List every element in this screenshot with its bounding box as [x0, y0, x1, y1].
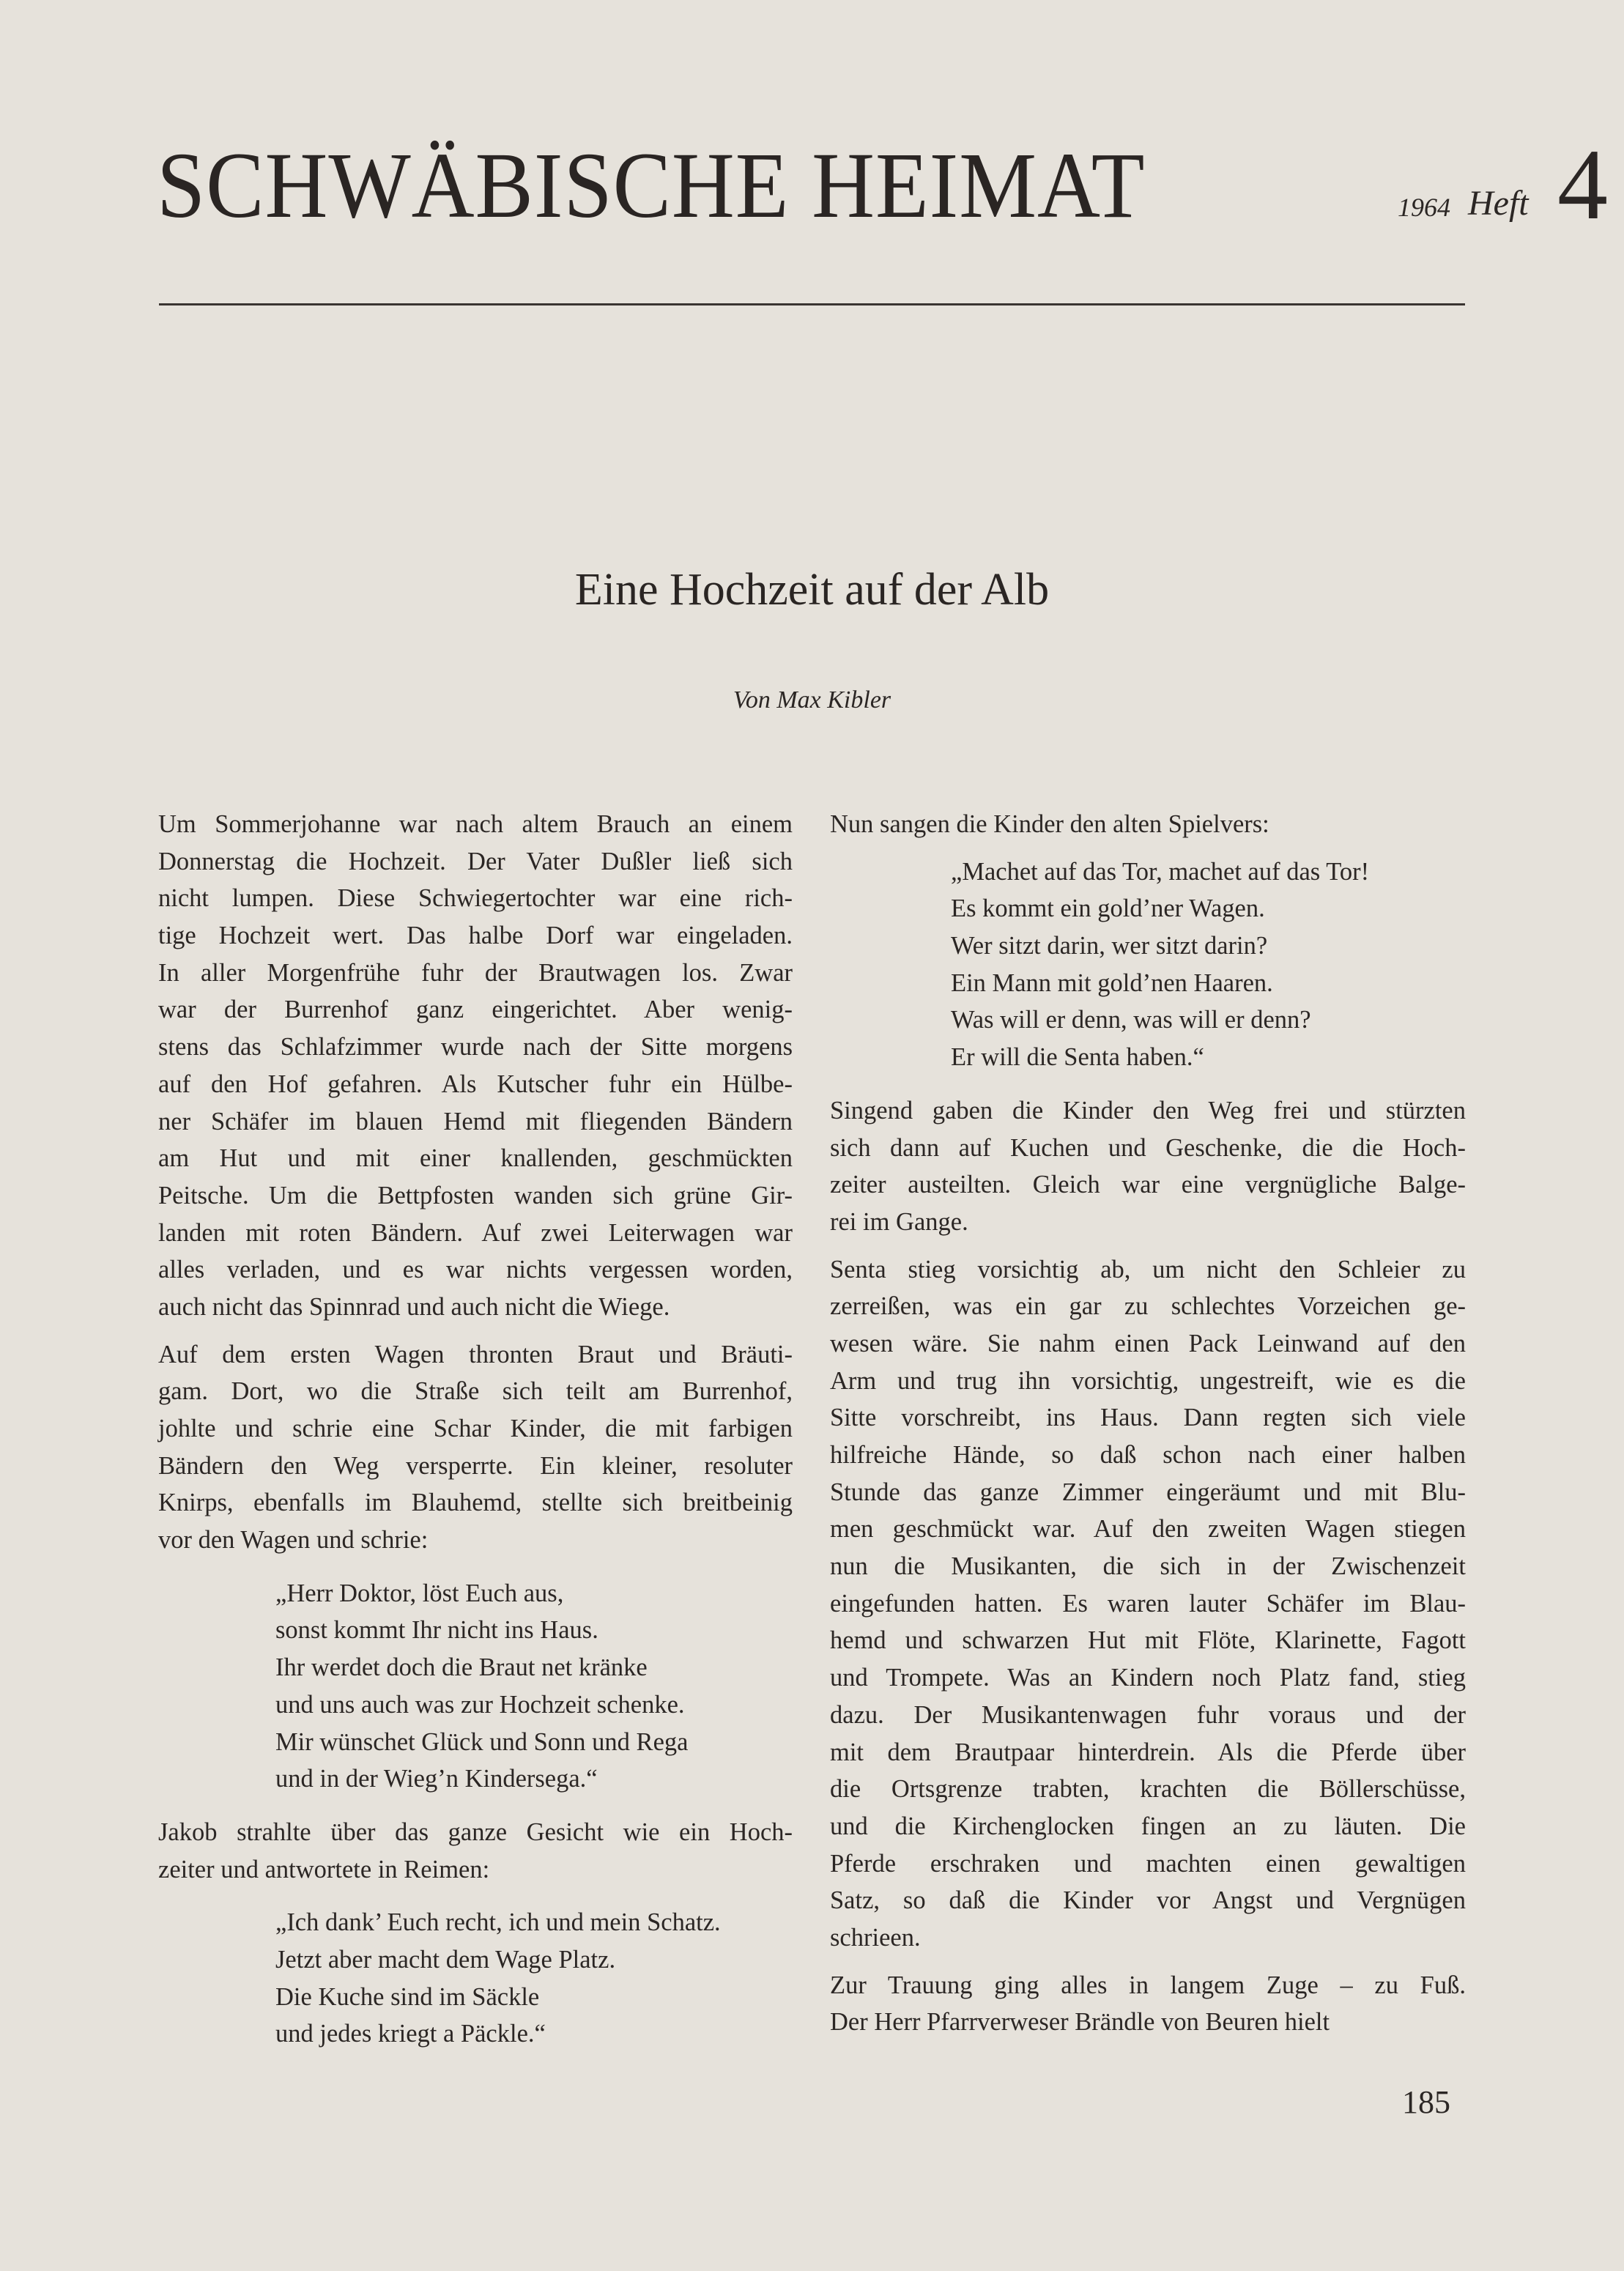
text-line: Bändern den Weg versperrte. Ein kleiner, resoluter	[158, 1451, 793, 1480]
paragraph	[830, 1967, 1466, 2041]
text-line: Senta stieg vorsichtig ab, um nicht den Schleier zu	[830, 1255, 1466, 1283]
right-column	[830, 806, 1466, 2041]
text-line: und Trompete. Was an Kindern noch Platz fand, stieg	[830, 1664, 1466, 1692]
masthead	[157, 128, 1608, 240]
text-line: Es kommt ein gold’ner Wagen.	[951, 894, 1265, 923]
text-line: und in der Wieg’n Kindersega.“	[275, 1765, 598, 1793]
text-line: „Herr Doktor, löst Euch aus,	[275, 1579, 564, 1607]
text-line: Pferde erschraken und machten einen gewaltigen	[830, 1849, 1466, 1878]
issue-number: 4	[1557, 128, 1608, 240]
text-line: Singend gaben die Kinder den Weg frei und stürzten	[830, 1096, 1466, 1125]
verse	[158, 1904, 793, 2053]
text-line: schrieen.	[830, 1923, 921, 1952]
text-line: ner Schäfer im blauen Hemd mit fliegenden Bändern	[158, 1107, 793, 1136]
text-line: zeiter austeilten. Gleich war eine vergnügliche Balge-	[830, 1171, 1466, 1199]
text-line: auf den Hof gefahren. Als Kutscher fuhr ein Hülbe-	[158, 1070, 793, 1098]
text-line: sich dann auf Kuchen und Geschenke, die die Hoch-	[830, 1133, 1466, 1162]
issue-year: 1964	[1398, 193, 1450, 222]
text-line: wesen wäre. Sie nahm einen Pack Leinwand auf den	[830, 1329, 1466, 1357]
paragraph	[158, 1336, 793, 1559]
text-line: Satz, so daß die Kinder vor Angst und Vergnügen	[830, 1886, 1466, 1915]
text-line: Mir wünschet Glück und Sonn und Rega	[275, 1727, 689, 1756]
paragraph	[830, 806, 1466, 843]
text-line: nicht lumpen. Diese Schwiegertochter war eine rich-	[158, 884, 793, 913]
verse	[158, 1575, 793, 1798]
text-line: Auf dem ersten Wagen thronten Braut und Bräuti-	[158, 1340, 793, 1368]
text-line: Um Sommerjohanne war nach altem Brauch an einem	[158, 810, 793, 838]
page-number: 185	[1402, 2084, 1450, 2120]
text-line: men geschmückt war. Auf den zweiten Wagen stiegen	[830, 1515, 1466, 1544]
text-line: Peitsche. Um die Bettpfosten wanden sich grüne Gir-	[158, 1181, 793, 1209]
text-line: und jedes kriegt a Päckle.“	[275, 2020, 546, 2048]
text-line: Arm und trug ihn vorsichtig, ungestreift, wie es die	[830, 1366, 1466, 1395]
text-line: zerreißen, was ein gar zu schlechtes Vorzeichen ge-	[830, 1292, 1466, 1321]
magazine-title: SCHWÄBISCHE HEIMAT	[157, 133, 1146, 237]
heft-label: Heft	[1468, 184, 1529, 223]
text-line: Jakob strahlte über das ganze Gesicht wie ein Hoch-	[158, 1818, 793, 1846]
text-line: alles verladen, und es war nichts vergessen worden,	[158, 1256, 793, 1284]
left-column	[158, 806, 793, 2053]
text-line: dazu. Der Musikantenwagen fuhr voraus und der	[830, 1700, 1466, 1729]
text-line: vor den Wagen und schrie:	[158, 1526, 429, 1555]
text-line: Zur Trauung ging alles in langem Zuge – zu Fuß.	[830, 1971, 1466, 1999]
text-line: und uns auch was zur Hochzeit schenke.	[275, 1690, 685, 1719]
text-line: Er will die Senta haben.“	[951, 1043, 1204, 1072]
text-line: Donnerstag die Hochzeit. Der Vater Dußler ließ sich	[158, 847, 793, 875]
text-line: Ein Mann mit gold’nen Haaren.	[951, 968, 1273, 997]
article-title: Eine Hochzeit auf der Alb	[574, 565, 1050, 615]
text-line: landen mit roten Bändern. Auf zwei Leiterwagen war	[158, 1218, 793, 1247]
paragraph	[158, 1814, 793, 1888]
text-line: nun die Musikanten, die sich in der Zwischenzeit	[830, 1552, 1466, 1581]
text-line: die Ortsgrenze trabten, krachten die Böllerschüsse,	[830, 1775, 1466, 1804]
paragraph	[830, 1251, 1466, 1957]
text-line: In aller Morgenfrühe fuhr der Brautwagen los. Zwar	[158, 958, 793, 987]
text-line: Stunde das ganze Zimmer eingeräumt und mit Blu-	[830, 1478, 1466, 1506]
text-line: Ihr werdet doch die Braut net kränke	[275, 1653, 648, 1682]
text-line: tige Hochzeit wert. Das halbe Dorf war eingeladen.	[158, 922, 793, 950]
text-line: johlte und schrie eine Schar Kinder, die mit farbigen	[158, 1415, 793, 1442]
text-line: „Ich dank’ Euch recht, ich und mein Schatz.	[275, 1908, 721, 1937]
text-line: eingefunden hatten. Es waren lauter Schäfer im Blau-	[830, 1589, 1466, 1618]
text-line: am Hut und mit einer knallenden, geschmückten	[158, 1144, 793, 1173]
text-line: war der Burrenhof ganz eingerichtet. Aber wenig-	[158, 996, 793, 1024]
text-line: auch nicht das Spinnrad und auch nicht die Wiege.	[158, 1292, 670, 1321]
text-line: Sitte vorschreibt, ins Haus. Dann regten sich viele	[830, 1404, 1466, 1432]
header-rule	[159, 303, 1465, 305]
text-line: stens das Schlafzimmer wurde nach der Sitte morgens	[158, 1033, 793, 1062]
text-line: rei im Gange.	[830, 1207, 968, 1236]
text-line: zeiter und antwortete in Reimen:	[158, 1855, 490, 1883]
text-line: Der Herr Pfarrverweser Brändle von Beuren hielt	[830, 2008, 1330, 2037]
text-line: Was will er denn, was will er denn?	[951, 1006, 1311, 1034]
article-byline: Von Max Kibler	[733, 686, 891, 714]
text-line: sonst kommt Ihr nicht ins Haus.	[275, 1616, 598, 1645]
text-line: mit dem Brautpaar hinterdrein. Als die Pferde über	[830, 1738, 1466, 1766]
paragraph	[830, 1092, 1466, 1241]
text-line: hemd und schwarzen Hut mit Flöte, Klarinette, Fagott	[830, 1626, 1466, 1655]
text-line: Die Kuche sind im Säckle	[275, 1982, 540, 2011]
text-line: „Machet auf das Tor, machet auf das Tor!	[951, 857, 1370, 886]
text-line: Knirps, ebenfalls im Blauhemd, stellte sich breitbeinig	[158, 1489, 793, 1517]
text-line: Wer sitzt darin, wer sitzt darin?	[951, 932, 1268, 960]
text-line: Jetzt aber macht dem Wage Platz.	[275, 1945, 616, 1974]
text-line: gam. Dort, wo die Straße sich teilt am Burrenhof,	[158, 1377, 793, 1406]
text-line: Nun sangen die Kinder den alten Spielvers:	[830, 810, 1269, 838]
verse	[830, 853, 1466, 1076]
paragraph	[158, 806, 793, 1326]
text-line: und die Kirchenglocken fingen an zu läuten. Die	[830, 1812, 1466, 1840]
text-line: hilfreiche Hände, so daß schon nach einer halben	[830, 1441, 1466, 1469]
